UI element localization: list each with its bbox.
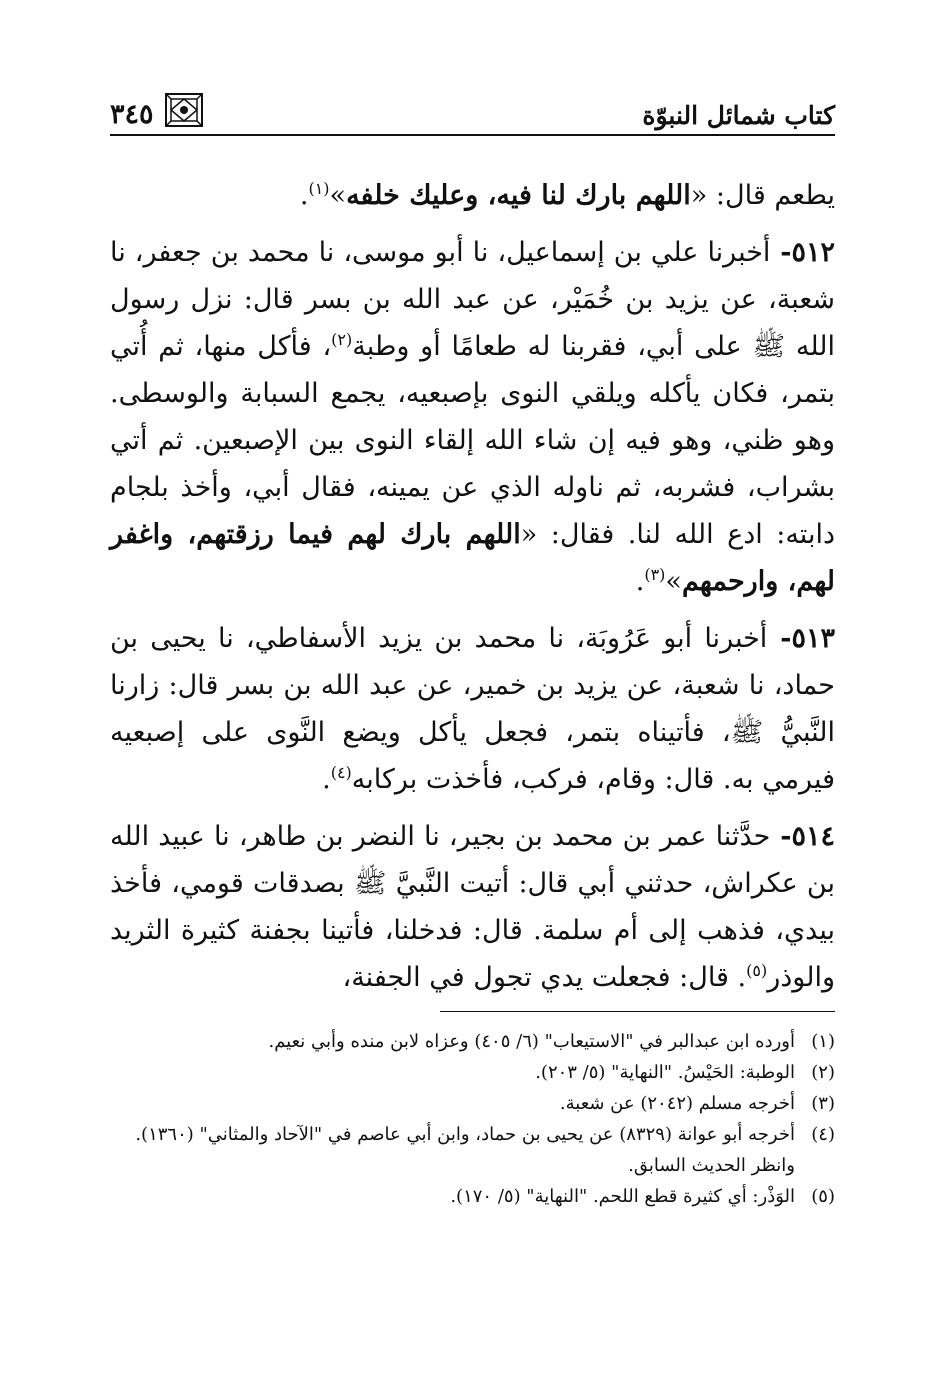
footnote bbox=[110, 1026, 835, 1057]
footnote-mark: (٢) bbox=[811, 1062, 835, 1083]
page-number-group bbox=[110, 90, 206, 130]
text-run: » bbox=[329, 180, 347, 211]
book-title: كتاب شمائل النبوّة bbox=[642, 101, 835, 130]
footnote-ref: (٣) bbox=[644, 565, 666, 584]
text-run: . قال: فجعلت يدي تجول في الجفنة، bbox=[342, 962, 747, 993]
footnote-text: الوَذْر: أي كثيرة قطع اللحم. "النهاية" (٥/ ١٧٠). bbox=[450, 1186, 795, 1207]
bold-text: اللهم بارك لهم فيما رزقتهم، واغفر لهم، وارحمهم bbox=[110, 519, 835, 597]
footnotes bbox=[110, 1026, 835, 1212]
page-header bbox=[110, 70, 835, 136]
footnote-mark: (٥) bbox=[811, 1186, 835, 1207]
bold-text: ٥١٢- bbox=[770, 237, 836, 268]
bold-text: ٥١٣- bbox=[767, 623, 836, 654]
footnote-text: أورده ابن عبدالبر في "الاستيعاب" (٦/ ٤٠٥) وعزاه لابن منده وأبي نعيم. bbox=[268, 1031, 795, 1052]
ornament-icon bbox=[162, 90, 206, 130]
footnote-ref: (٤) bbox=[330, 763, 352, 782]
footnote-separator bbox=[440, 1011, 835, 1012]
text-run: . bbox=[299, 180, 309, 211]
main-text bbox=[110, 172, 835, 1001]
footnote bbox=[110, 1057, 835, 1088]
text-run: ، فأكل منها، ثم أُتي بتمر، فكان يأكله ويلقي النوى بإصبعيه، يجمع السبابة والوسطى. وهو ظني، وهو فيه إن شاء الله إلقاء النوى بين الإصبعين. ثم أتي بشراب، فشربه، ثم ناوله الذي عن يمينه، فقال أبي، وأخذ بلجام دابته: ادع الله لنا. فقال: « bbox=[110, 331, 835, 550]
book-page bbox=[110, 70, 835, 1212]
footnote-text: الوطبة: الحَيْسُ. "النهاية" (٥/ ٢٠٣). bbox=[535, 1062, 795, 1083]
footnote bbox=[110, 1181, 835, 1212]
footnote-ref: (٥) bbox=[746, 961, 768, 980]
paragraph bbox=[110, 615, 835, 803]
text-run: » bbox=[665, 566, 682, 597]
paragraph bbox=[110, 172, 835, 219]
bold-text: ٥١٤- bbox=[770, 821, 835, 852]
footnote-text: أخرجه أبو عوانة (٨٣٢٩) عن يحيى بن حماد، وابن أبي عاصم في "الآحاد والمثاني" (١٣٦٠). وانظر الحديث السابق. bbox=[135, 1124, 795, 1176]
page-number: ٣٤٥ bbox=[110, 99, 154, 130]
text-run: حدَّثنا عمر بن محمد بن بجير، نا النضر بن طاهر، نا عبيد الله بن عكراش، حدثني أبي قال: أتيت النَّبيَّ ﷺ بصدقات قومي، فأخذ بيدي، فذهب إلى أم سلمة. قال: فدخلنا، فأتينا بجفنة كثيرة الثريد والوذر bbox=[110, 821, 835, 993]
text-run: . bbox=[635, 566, 645, 597]
footnote bbox=[110, 1088, 835, 1119]
paragraph bbox=[110, 813, 835, 1001]
footnote-ref: (٢) bbox=[331, 330, 353, 349]
paragraph bbox=[110, 229, 835, 605]
text-run: يطعم قال: « bbox=[690, 180, 835, 211]
text-run: . bbox=[322, 764, 331, 795]
text-run: أخبرنا علي بن إسماعيل، نا أبو موسى، نا محمد بن جعفر، نا شعبة، عن يزيد بن خُمَيْر، عن عبد الله بن بسر قال: نزل رسول الله ﷺ على أبي، فقربنا له طعامًا أو وطبة bbox=[110, 237, 836, 362]
footnote-mark: (١) bbox=[811, 1031, 835, 1052]
footnote bbox=[110, 1119, 835, 1181]
footnote-ref: (١) bbox=[308, 179, 330, 198]
text-run: أخبرنا أبو عَرُوبَة، نا محمد بن يزيد الأسفاطي، نا يحيى بن حماد، نا شعبة، عن يزيد بن خمير، عن عبد الله بن بسر قال: زارنا النَّبيُّ ﷺ، فأتيناه بتمر، فجعل يأكل ويضع النَّوى على إصبعيه فيرمي به. قال: وقام، فركب، فأخذت بركابه bbox=[110, 623, 835, 795]
footnote-mark: (٤) bbox=[811, 1124, 835, 1145]
footnote-mark: (٣) bbox=[811, 1093, 835, 1114]
footnote-text: أخرجه مسلم (٢٠٤٢) عن شعبة. bbox=[559, 1093, 795, 1114]
bold-text: اللهم بارك لنا فيه، وعليك خلفه bbox=[346, 180, 691, 211]
